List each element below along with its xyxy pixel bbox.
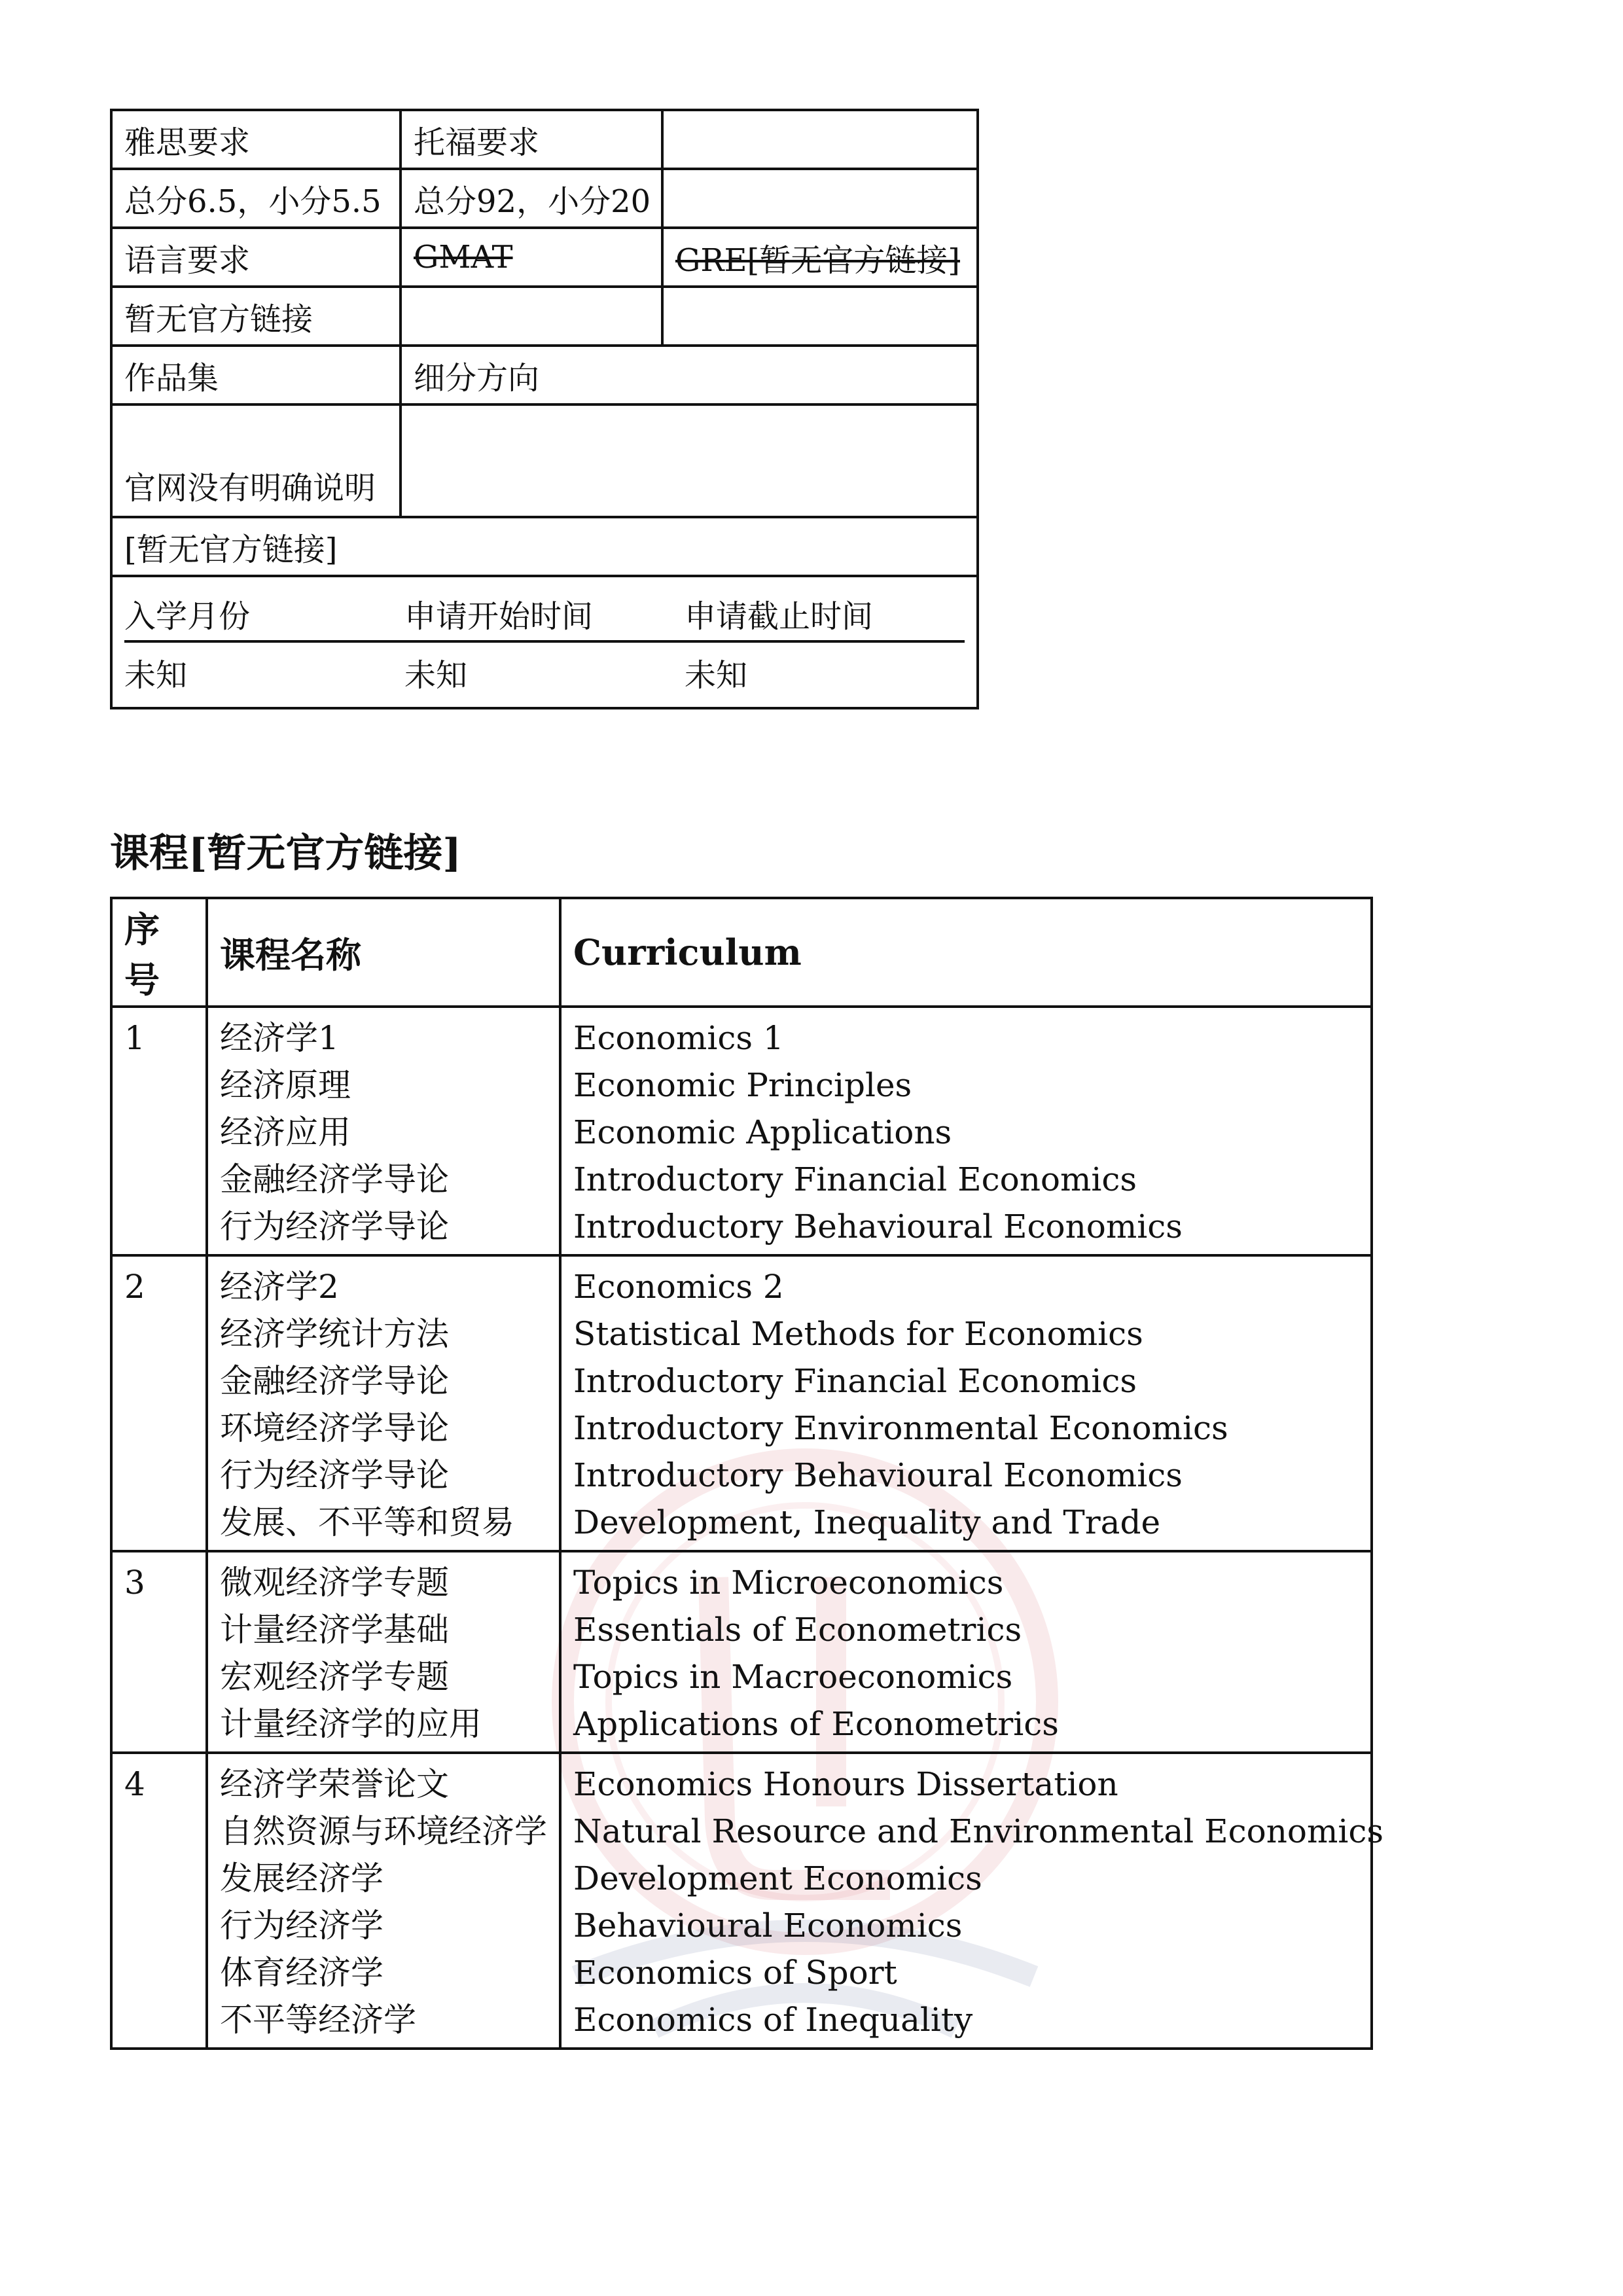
gre-label: GRE[暂无官方链接] <box>675 242 960 279</box>
course-name-cn: 行为经济学导论 <box>220 1208 449 1246</box>
course-name-en: Essentials of Econometrics <box>573 1611 1022 1649</box>
course-name-en: Statistical Methods for Economics <box>573 1315 1143 1353</box>
empty-cell <box>662 287 978 346</box>
course-name-cn: 经济学统计方法 <box>220 1315 449 1353</box>
language-link: 暂无官方链接 <box>111 287 401 346</box>
application-start-header: 申请开始时间 <box>404 577 685 641</box>
course-name-en: Economics Honours Dissertation <box>573 1765 1118 1803</box>
table-header-row <box>111 898 1372 1007</box>
course-name-en: Economics 1 <box>573 1019 784 1057</box>
courses-table <box>110 897 1384 2050</box>
ielts-value: 总分6.5，小分5.5 <box>111 169 401 228</box>
course-name-en: Introductory Financial Economics <box>573 1160 1137 1198</box>
column-header-course-name: 课程名称 <box>207 898 560 1007</box>
course-name-cn: 行为经济学导论 <box>220 1456 449 1494</box>
course-name-cn: 计量经济学基础 <box>220 1611 449 1649</box>
course-names-cn <box>207 1007 560 1255</box>
course-name-cn: 经济应用 <box>220 1113 351 1151</box>
column-header-curriculum: Curriculum <box>560 898 1372 1007</box>
course-name-en: Topics in Macroeconomics <box>573 1658 1013 1696</box>
course-name-en: Introductory Environmental Economics <box>573 1409 1228 1447</box>
course-name-cn: 金融经济学导论 <box>220 1160 449 1198</box>
table-row <box>111 169 978 228</box>
course-name-cn: 体育经济学 <box>220 1954 383 1992</box>
table-row <box>111 1551 1372 1753</box>
table-row <box>111 576 978 708</box>
course-name-cn: 行为经济学 <box>220 1907 383 1945</box>
intake-month-header: 入学月份 <box>124 577 404 641</box>
course-name-en: Economics 2 <box>573 1268 784 1306</box>
course-name-en: Development Economics <box>573 1859 982 1897</box>
table-row <box>111 1753 1372 2049</box>
empty-cell <box>662 110 978 169</box>
table-row <box>111 404 978 517</box>
table-row <box>111 517 978 576</box>
course-names-cn <box>207 1551 560 1753</box>
course-name-cn: 发展经济学 <box>220 1859 383 1897</box>
gmat-label: GMAT <box>414 239 513 276</box>
course-name-en: Applications of Econometrics <box>573 1705 1059 1743</box>
table-row <box>111 287 978 346</box>
course-name-en: Natural Resource and Environmental Economics <box>573 1812 1384 1850</box>
course-name-cn: 计量经济学的应用 <box>220 1705 482 1743</box>
dates-table <box>124 577 965 702</box>
application-start-value: 未知 <box>404 656 468 694</box>
course-name-cn: 发展、不平等和贸易 <box>220 1503 514 1541</box>
course-year-number: 1 <box>111 1007 207 1255</box>
course-names-cn <box>207 1255 560 1551</box>
course-name-cn: 不平等经济学 <box>220 2001 416 2039</box>
course-year-number: 3 <box>111 1551 207 1753</box>
course-name-en: Introductory Behavioural Economics <box>573 1456 1183 1494</box>
portfolio-label: 作品集 <box>111 346 401 404</box>
course-names-en <box>560 1551 1372 1753</box>
course-name-cn: 经济学1 <box>220 1019 339 1057</box>
course-name-en: Economic Applications <box>573 1113 952 1151</box>
course-name-en: Economic Principles <box>573 1066 912 1104</box>
table-row <box>111 1255 1372 1551</box>
course-name-en: Development, Inequality and Trade <box>573 1503 1161 1541</box>
toefl-label: 托福要求 <box>401 110 662 169</box>
course-name-en: Introductory Behavioural Economics <box>573 1208 1183 1246</box>
table-row <box>111 228 978 287</box>
course-name-cn: 微观经济学专题 <box>220 1564 449 1602</box>
course-name-en: Economics of Sport <box>573 1954 897 1992</box>
course-names-en <box>560 1255 1372 1551</box>
language-label: 语言要求 <box>111 228 401 287</box>
courses-section-title: 课程[暂无官方链接] <box>110 831 461 876</box>
course-name-cn: 宏观经济学专题 <box>220 1658 449 1696</box>
requirements-table <box>110 109 979 709</box>
course-name-cn: 环境经济学导论 <box>220 1409 449 1447</box>
column-header-number: 序号 <box>111 898 207 1007</box>
course-names-cn <box>207 1753 560 2049</box>
course-name-en: Introductory Financial Economics <box>573 1362 1137 1400</box>
empty-cell <box>401 287 662 346</box>
ielts-label: 雅思要求 <box>111 110 401 169</box>
direction-label: 细分方向 <box>401 346 978 404</box>
portfolio-value: 官网没有明确说明 <box>111 404 401 517</box>
table-row <box>111 110 978 169</box>
course-name-cn: 自然资源与环境经济学 <box>220 1812 547 1850</box>
application-deadline-header: 申请截止时间 <box>685 577 965 641</box>
course-name-en: Economics of Inequality <box>573 2001 973 2039</box>
courses-table-body <box>111 1007 1384 2049</box>
course-name-cn: 经济原理 <box>220 1066 351 1104</box>
portfolio-link: [暂无官方链接] <box>111 517 978 576</box>
course-name-cn: 经济学荣誉论文 <box>220 1765 449 1803</box>
table-row <box>111 346 978 404</box>
course-name-cn: 金融经济学导论 <box>220 1362 449 1400</box>
course-names-en <box>560 1753 1384 2049</box>
empty-cell <box>401 404 978 517</box>
empty-cell <box>662 169 978 228</box>
course-name-en: Topics in Microeconomics <box>573 1564 1004 1602</box>
course-year-number: 4 <box>111 1753 207 2049</box>
application-deadline-value: 未知 <box>685 656 748 694</box>
table-row <box>111 1007 1372 1255</box>
course-name-en: Behavioural Economics <box>573 1907 963 1945</box>
course-name-cn: 经济学2 <box>220 1268 339 1306</box>
toefl-value: 总分92，小分20 <box>401 169 662 228</box>
course-year-number: 2 <box>111 1255 207 1551</box>
intake-month-value: 未知 <box>124 656 188 694</box>
course-names-en <box>560 1007 1372 1255</box>
